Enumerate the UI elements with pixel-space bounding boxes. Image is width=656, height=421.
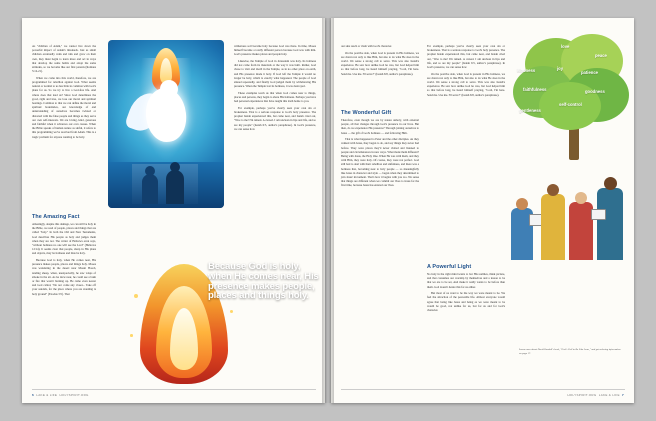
person-head bbox=[604, 177, 617, 190]
figure-silhouette bbox=[166, 170, 184, 204]
left-col-2 bbox=[234, 44, 316, 133]
folio-right bbox=[567, 393, 624, 397]
paragraph: Likewise, the Temple of God in Jerusalem was holy. Its holiness did not come from its materials or the way it was built. Rather, God chose to visit and dwell in the Temple, as in no other place on earth, and His presence made it holy. If God left the Temple it would no longer be holy, which is exactly what happened. The people of God sinned repeatedly, and finally God judged them by withdrawing His presence. When the Temple lost its holiness, it was destroyed. bbox=[234, 59, 316, 89]
fruit-label-self-control: self-control bbox=[559, 102, 582, 107]
paragraph: For example, perhaps you've clearly seen your own sin or brokenness. That is a serious response to God's holy presence. The prophet Isaiah experienced this, but came near, and Isaiah cried out, "Woe to me! I'm ruined. A cursed. I am unclean in lips and life, and so are my people" (Isaiah 6:5, author's paraphrase). In God's presence, we can sense how bbox=[234, 105, 316, 131]
paragraph: On the positive side, when God is present in His holiness, we are drawn not only to like Him, but also to do what He does in the world. We sense a strong call to serve. This was also Isaiah's experience. He saw how unlike God he was, but God helped him so that before long, he heard himself praying, "Lord, I'm here. Send me. Use me. I'll serve!" (Isaiah 6:8, author's paraphrase). bbox=[341, 50, 419, 76]
section-heading: A Powerful Light bbox=[427, 264, 472, 270]
spark bbox=[130, 334, 133, 337]
people-illustration bbox=[507, 156, 633, 260]
person-body bbox=[541, 194, 565, 260]
person-head bbox=[547, 184, 559, 196]
publication-name: LAKE & LIFE bbox=[36, 393, 58, 397]
figures-group bbox=[132, 164, 198, 204]
fruit-label-gentleness: gentleness bbox=[519, 108, 541, 113]
left-section-amazing-fact bbox=[32, 214, 96, 298]
paragraph: For example, perhaps you've clearly seen your own sin or brokenness. That is a serious response to God's holy presence. The prophet Isaiah experienced this, but came near, and Isaiah cried out, "Woe to me! I'm ruined. A cursed. I am unclean in lips and life, and so are my people" (Isaiah 6:5, author's paraphrase). In God's presence, we can sense how bbox=[427, 44, 505, 70]
figure-head bbox=[170, 162, 180, 172]
right-section-wonderful-gift bbox=[341, 110, 419, 190]
page-number: 6 bbox=[32, 393, 34, 397]
paragraph: wilderness soil became holy because God was there. In time, Moses himself became a totally different person because God was with him. God's presence makes places and people holy. bbox=[234, 44, 316, 57]
tablet-icon bbox=[591, 209, 606, 220]
fruit-label-peace: peace bbox=[595, 53, 607, 58]
fruit-label-joy: joy bbox=[557, 66, 564, 71]
paragraph: Therefore, even though we are by nature unholy, with external people, all that changes through God's presence in our lives. But then, do we experience His presence? Through joining ourselves to Jesus — the gift of God's holiness — and following Him. bbox=[341, 118, 419, 135]
footer-rule bbox=[32, 389, 316, 390]
right-col-1 bbox=[341, 44, 419, 78]
publication-site: HOLYSPIRIT.ORG bbox=[59, 393, 89, 397]
fruit-of-the-spirit-tree bbox=[513, 32, 631, 160]
section-heading: The Amazing Fact bbox=[32, 214, 80, 220]
paragraph: No holy in the right mind wants to bar His realities, think picture, and that consumes our worship by themselves and a lesson to be that we are to be set, And make it really wants to be before than them. God doesn't desire this for us either. bbox=[427, 272, 505, 289]
paragraph: On the positive side, when God is present in His holiness, we are drawn not only to like Him, but also to do what He does in the world. We sense a strong call to serve. This was also Isaiah's experience. He saw how unlike God he was, but God helped him so that before long, he heard himself praying, "Lord, I'm here. Send me. Use me. I'll serve!" (Isaiah 6:8, author's paraphrase). bbox=[427, 71, 505, 97]
person-body bbox=[597, 188, 623, 260]
right-section-powerful-light bbox=[427, 264, 505, 315]
paragraph: But most of us want to be the way we were meant to be. We feel the attraction of the peaceable life. Almost everyone would agree that being like Jesus and being as we were meant to be would be good, not unlike for us, but for us and for God's character. bbox=[427, 291, 505, 313]
section-heading: The Wonderful Gift bbox=[341, 110, 392, 116]
right-col-2-top bbox=[427, 44, 505, 99]
person-head bbox=[516, 198, 528, 210]
fruit-label-love: love bbox=[561, 44, 570, 49]
figure-head bbox=[145, 166, 155, 176]
fruit-label-kindness: kindness bbox=[517, 68, 536, 73]
folio-left bbox=[32, 393, 89, 397]
fruit-label-faithfulness: faithfulness bbox=[523, 87, 547, 92]
page-number: 7 bbox=[622, 393, 624, 397]
pull-quote: Because God is holy, when He comes near, His presence makes people, places and things holy. bbox=[208, 261, 319, 302]
book-gutter bbox=[322, 18, 334, 403]
dove-flame-illustration bbox=[108, 40, 224, 208]
fruit-label-goodness: goodness bbox=[585, 89, 605, 94]
right-page bbox=[331, 18, 634, 403]
publication-name: LAKE & LIFE bbox=[598, 393, 620, 397]
fruit-label-patience: patience bbox=[581, 70, 598, 75]
person-body bbox=[569, 202, 593, 260]
paragraph: our sins reach or clash with God's character. bbox=[341, 44, 392, 48]
paragraph: These examples teach us that when God comes near to things, places and persons, they begin to share His holiness. Perhaps you have had personal experiences that have taught this truth home to you. bbox=[234, 90, 316, 104]
paragraph: That is what happened to Peter and the other disciples. As they walked with Jesus, they began to do, and say things they never had before. They were places they'd never visited and listened to people and circumstances in new ways. What made them different? Being with Jesus, the Holy One. When He was with them, and they with Him, they were holy. Of course, they were not perfect. God still had to deal with their rebellion and sinfulness, and there was a holiness that, becoming near to holy people — so meaningfully like Jesus in character and style — began when they determined to join Jesus' movement. That's how it begins with you too. We sense that things are different when we commit our lives to Jesus for the first time, because Jesus has entered our lives. bbox=[341, 137, 419, 188]
paragraph: When we come into this world, therefore, we are programmed for rebellion against God. What seems natural or normal to us has little in common with God's plans for us. So we try to live a God-free life. And where does that lead us? Since God determines the good, right and true, we lose our moral and spiritual bearings. Common to that we can define the moral and spiritual boundaries, our knowledge of and understanding of ourselves becomes twisted or distorted with the false people and things as they serve our own self-interests. We are loving, kind, generous and faithful when it advances our own causes. When the Bible speaks of human nature as sinful, it refers to this programming we've received from Adam. This is a tragic problem for anyone wanting to be holy. bbox=[32, 75, 96, 139]
person-head bbox=[575, 192, 587, 204]
publication-site: HOLYSPIRIT.ORG bbox=[567, 393, 597, 397]
spark bbox=[134, 294, 138, 298]
left-col-1 bbox=[32, 44, 96, 141]
paragraph: Amazingly, despite this damage, we can still be holy in the Bible, we read of people, places and things that are called "holy." In both the Old and New Testaments, God describes His people as holy and judges them when they are not. The writer of Hebrews even says, "without holiness no one will see the Lord" (Hebrews 12:14). It seems clear that people, sharp in His plans and objects, may be holiness and thus be holy. bbox=[32, 222, 96, 256]
footnote: Learn more about David Kendall's book, "God's Call to Be Like Jesus," and get ordering information on page 17. bbox=[519, 348, 621, 355]
paragraph: As "children of Adam," we cannot live down the powerful impact of Adam's misdeeds. Just as small children eventually walk and talk and grow on their own, they must begin to learn more and act in ways that develop the same habits and adopt the same attitudes, so we become like our first parents (Romans 5:12-21). bbox=[32, 44, 96, 74]
dove-head bbox=[160, 80, 178, 98]
paragraph: Because God is holy, when He comes near, His presence makes people, places and things holy. Moses was wandering in the desert near Mount Horeb, tending sheep, when, unexpectedly, he saw wisps of smoke in the air. As he drew near, he could see a bush or fire that wasn't burning up. He came even nearer and God called, "Do not come any closer... Take off your sandals, for the place where you are standing is holy ground" (Exodus 3:5). That bbox=[32, 258, 96, 296]
footer-rule bbox=[341, 389, 625, 390]
figure-silhouette bbox=[142, 174, 158, 204]
